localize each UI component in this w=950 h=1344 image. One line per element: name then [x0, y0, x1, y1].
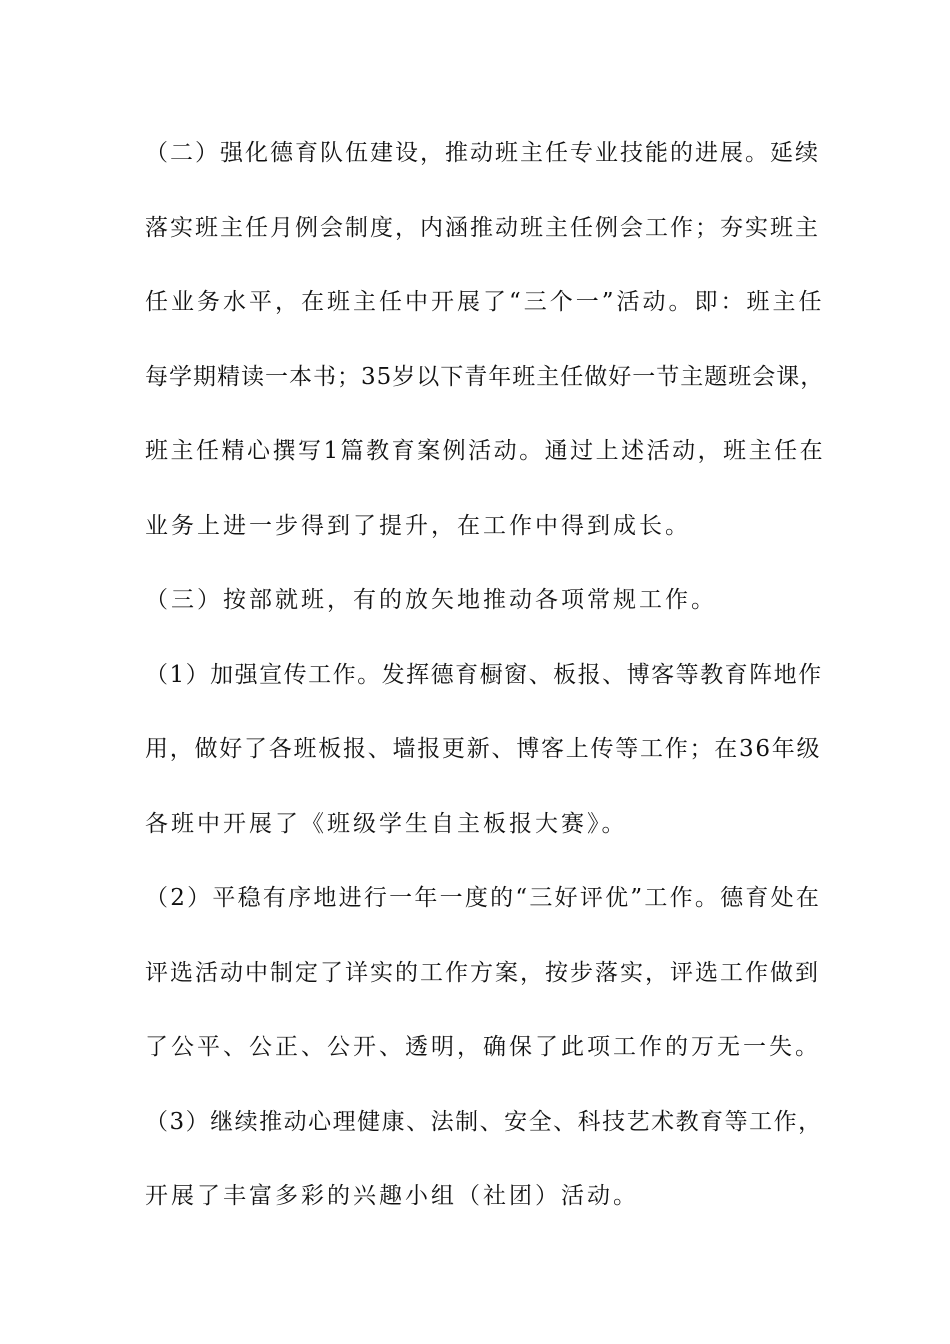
- text-line: 每学期精读一本书；35岁以下青年班主任做好一节主题班会课，: [145, 363, 825, 390]
- text-line: 评选活动中制定了详实的工作方案，按步落实，评选工作做到: [145, 959, 820, 986]
- body-text: [145, 130, 825, 1248]
- text-line: 开展了丰富多彩的兴趣小组（社团）活动。: [145, 1183, 639, 1209]
- text-line: 落实班主任月例会制度，内涵推动班主任例会工作；夯实班主: [145, 214, 820, 241]
- text-line: （2）平稳有序地进行一年一度的“三好评优”工作。德育处在: [145, 885, 822, 911]
- text-line: 班主任精心撰写1篇教育案例活动。通过上述活动，班主任在: [145, 438, 826, 464]
- text-line: （3）继续推动心理健康、法制、安全、科技艺术教育等工作，: [145, 1108, 823, 1135]
- text-line: 了公平、公正、公开、透明，确保了此项工作的万无一失。: [145, 1034, 821, 1060]
- text-line: （1）加强宣传工作。发挥德育橱窗、板报、博客等教育阵地作: [145, 661, 823, 688]
- text-line: 任业务水平，在班主任中开展了“三个一”活动。即：班主任: [145, 289, 825, 315]
- text-line: 各班中开展了《班级学生自主板报大赛》。: [145, 810, 628, 837]
- text-line: 用，做好了各班板报、墙报更新、博客上传等工作；在36年级: [145, 736, 822, 762]
- text-line: 业务上进一步得到了提升，在工作中得到成长。: [145, 512, 691, 539]
- text-line: （二）强化德育队伍建设，推动班主任专业技能的进展。延续: [145, 140, 820, 166]
- text-line: （三）按部就班，有的放矢地推动各项常规工作。: [145, 587, 717, 613]
